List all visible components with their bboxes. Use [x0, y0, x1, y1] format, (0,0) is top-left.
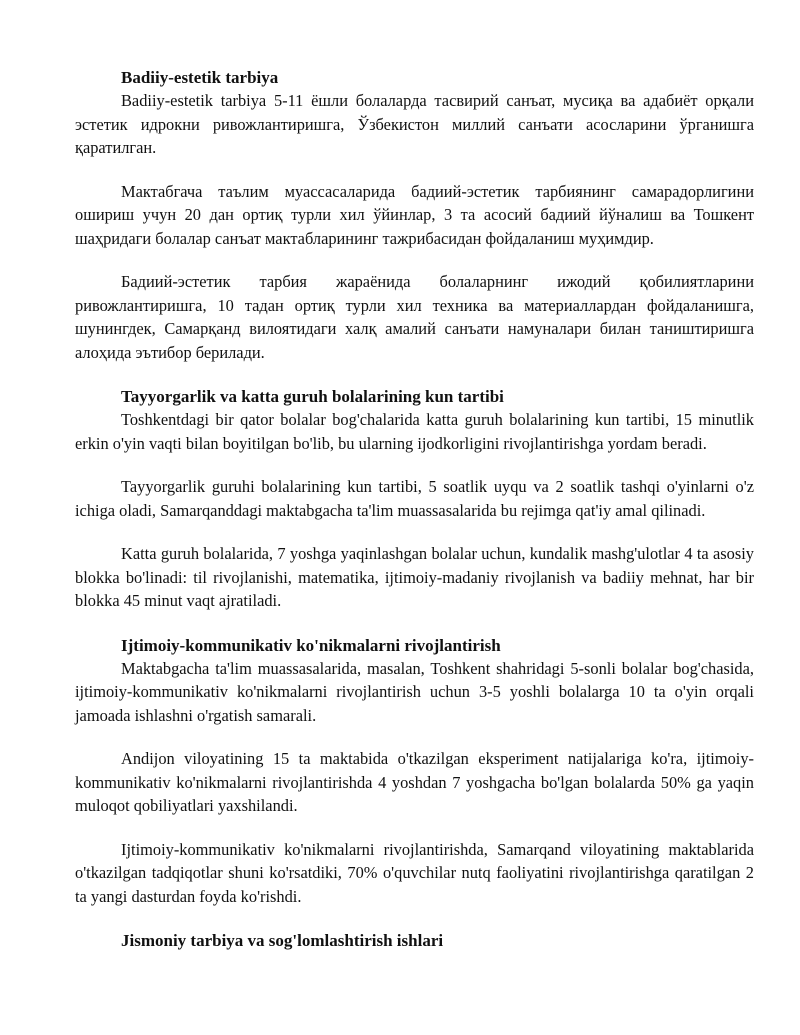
section-title-aesthetic: Badiiy-estetik tarbiya: [121, 68, 279, 87]
section-title-physical-education: Jismoniy tarbiya va sog'lomlashtirish ishlari: [121, 931, 444, 950]
paragraph: Мактабгача таълим муассасаларида бадиий-эстетик тарбиянинг самарадорлигини ошириш учун 20 дан ортиқ турли хил ўйинлар, 3 та асосий бадиий йўналиш ва Тошкент шаҳридаги болалар санъат мактабларининг тажрибасидан фойдаланиш муҳимдир.: [75, 181, 754, 248]
paragraph: Tayyorgarlik guruhi bolalarining kun tartibi, 5 soatlik uyqu va 2 soatlik tashqi o'yinlarni o'z ichiga oladi, Samarqanddagi maktabgacha ta'lim muassasalarida bu rejimga qat'iy amal qilinadi.: [75, 477, 754, 520]
section-title-social-communicative: Ijtimoiy-kommunikativ ko'nikmalarni rivojlantirish: [121, 635, 501, 655]
paragraph: Ijtimoiy-kommunikativ ko'nikmalarni rivojlantirishda, Samarqand viloyatining maktablarida o'tkazilgan tadqiqotlar shuni ko'rsatdiki, 70% o'quvchilar nutq faoliyatini rivojlantirishga qaratilgan 2 ta yangi dasturdan foyda ko'rishdi.: [75, 839, 754, 906]
paragraph: Бадиий-эстетик тарбия жараёнида болаларнинг ижодий қобилиятларини ривожлантиришга, 10 тадан ортиқ турли хил техника ва материаллардан фойдаланишга, шунингдек, Самарқанд вилоятидаги халқ амалий санъати намуналари билан таништиришга алоҳида эътибор берилади.: [75, 272, 754, 362]
paragraph: Toshkentdagi bir qator bolalar bog'chalarida katta guruh bolalarining kun tartibi, 15 minutlik erkin o'yin vaqti bilan boyitilgan bo'lib, bu ularning ijodkorligini rivojlantirishga yordam beradi.: [75, 410, 754, 453]
paragraph: Maktabgacha ta'lim muassasalarida, masalan, Toshkent shahridagi 5-sonli bolalar bog'chasida, ijtimoiy-kommunikativ ko'nikmalarni rivojlantirish uchun 3-5 yoshli bolalarga 10 ta o'yin orqali jamoada ishlashni o'rgatish samarali.: [75, 658, 754, 725]
section-title-daily-routine: Tayyorgarlik va katta guruh bolalarining kun tartibi: [121, 387, 504, 406]
paragraph: Badiiy-estetik tarbiya 5-11 ёшли болаларда тасвирий санъат, мусиқа ва адабиёт орқали эстетик идрокни ривожлантиришга, Ўзбекистон миллий санъати асосларини ўрганишга қаратилган.: [75, 91, 754, 157]
paragraph: Katta guruh bolalarida, 7 yoshga yaqinlashgan bolalar uchun, kundalik mashg'ulotlar 4 ta asosiy blokka bo'linadi: til rivojlanishi, matematika, ijtimoiy-madaniy rivojlanish va badiiy mehnat, har bir blokka 45 minut vaqt ajratiladi.: [75, 544, 754, 610]
paragraph: Andijon viloyatining 15 ta maktabida o'tkazilgan eksperiment natijalariga ko'ra, ijtimoiy-kommunikativ ko'nikmalarni rivojlantirishda 4 yoshdan 7 yoshgacha bo'lgan bolalarda 50% ga yaqin muloqot qobiliyatlari yaxshilandi.: [75, 749, 754, 815]
